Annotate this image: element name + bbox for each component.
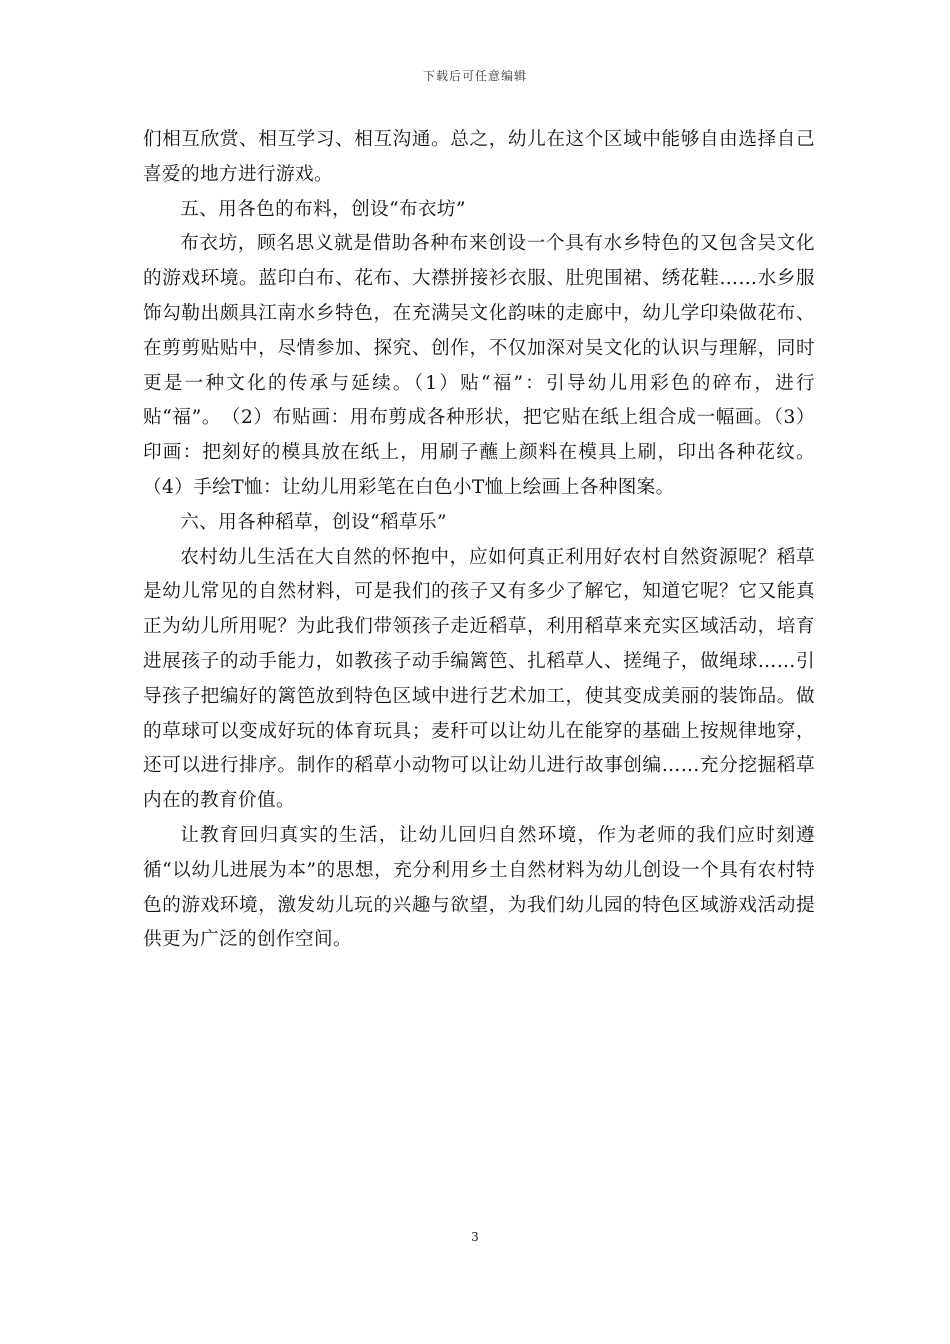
document-body — [143, 123, 815, 958]
paragraph-daocaole: 农村幼儿生活在大自然的怀抱中，应如何真正利用好农村自然资源呢？稻草是幼儿常见的自然材料，可是我们的孩子又有多少了解它，知道它呢？它又能真正为幼儿所用呢？为此我们带领孩子走近稻草，利用稻草来充实区域活动，培育进展孩子的动手能力，如教孩子动手编篱笆、扎稻草人、搓绳子，做绳球……引导孩子把编好的篱笆放到特色区域中进行艺术加工，使其变成美丽的装饰品。做的草球可以变成好玩的体育玩具；麦秆可以让幼儿在能穿的基础上按规律地穿，还可以进行排序。制作的稻草小动物可以让幼儿进行故事创编……充分挖掘稻草内在的教育价值。 — [143, 546, 815, 812]
paragraph-buyifang: 布衣坊，顾名思义就是借助各种布来创设一个具有水乡特色的又包含吴文化的游戏环境。蓝印白布、花布、大襟拼接衫衣服、肚兜围裙、绣花鞋……水乡服饰勾勒出颇具江南水乡特色，在充满吴文化韵味的走廊中，幼儿学印染做花布、在剪剪贴贴中，尽情参加、探究、创作，不仅加深对吴文化的认识与理解，同时更是一种文化的传承与延续。（1）贴“福”：引导幼儿用彩色的碎布，进行贴“福”。 （2）布贴画：用布剪成各种形状，把它贴在纸上组合成一幅画。（3）印画：把刻好的模具放在纸上，用刷子蘸上颜料在模具上刷，印出各种花纹。（4）手绘T恤：让幼儿用彩笔在白色小T恤上绘画上各种图案。 — [143, 233, 815, 498]
section-heading-6: 六、用各种稻草，创设“稻草乐” — [180, 511, 447, 533]
paragraph-conclusion: 让教育回归真实的生活，让幼儿回归自然环境，作为老师的我们应时刻遵循“以幼儿进展为本”的思想，充分利用乡土自然材料为幼儿创设一个具有农村特色的游戏环境，激发幼儿玩的兴趣与欲望，为我们幼儿园的特色区域游戏活动提供更为广泛的创作空间。 — [143, 824, 815, 951]
page-header: 下载后可任意编辑 — [422, 69, 527, 83]
page-number: 3 — [471, 1230, 479, 1244]
paragraph-continuation: 们相互欣赏、相互学习、相互沟通。总之，幼儿在这个区域中能够自由选择自己喜爱的地方进行游戏。 — [143, 129, 815, 185]
section-heading-5: 五、用各色的布料，创设“布衣坊” — [180, 198, 466, 220]
